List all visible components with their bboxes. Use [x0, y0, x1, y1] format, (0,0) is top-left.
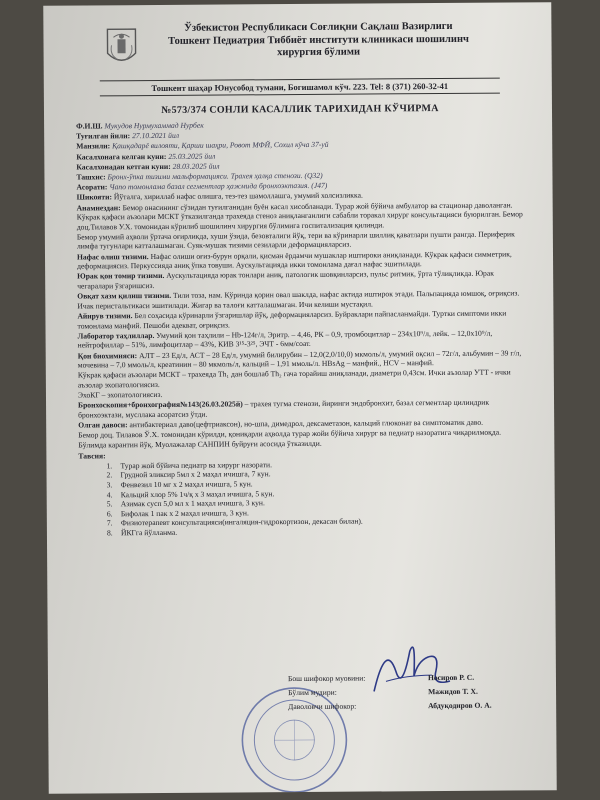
document-title: №573/374 СОНЛИ КАСАЛЛИК ТАРИХИДАН КЎЧИРМА [161, 103, 439, 116]
institute-address: Тошкент шаҳар Юнусобод тумани, Богишамол кўч. 223. Tel: 8 (371) 260-32-41 [151, 80, 449, 94]
biochem-paragraph: Қон биохимияси: АЛТ – 23 Ед/л, АСТ – 28 Ед/л, умумий билирубин – 12,0(2,0/10,0) мкмоль/л, умумий оқсил – 72г/л, альбумин – 39 г/л, мочевина – 7,0 ммоль/л, креатинин – 80 мкмоль/л, кальций – 1,91 ммоль/л. HBsAg – манфий., HCV – манфий. [77, 348, 522, 370]
address-row: Манзили: Қашқадарё вилояти, Қарши шаҳри, Ровот МФЙ, Сохил кўча 37-уй [76, 140, 329, 151]
general-status-paragraph: Бемор умумий аҳволи ўртача оғирликда, хуши ўзида, безовталиги йўқ, тери ва кўринарли шиллиқ қаватлари пушти рангда. Периферик лимфа тугунлари катталашмаган. Суяк-мушак тизими сезиларли деформацияларсиз. [76, 229, 515, 252]
document-body [76, 118, 527, 538]
list-item: 4. Кальций хлор 5% 1ч/қ х 3 маҳал ичишга, 5 кун. [106, 488, 275, 499]
list-item: 3. Фенвезил 10 мг х 2 маҳал ичишга, 5 кун. [106, 479, 253, 490]
list-item: 8. ЙКГга йўлланма. [106, 527, 178, 538]
anamnesis-paragraph: Анамнездан: Бемор онасининг сўзидан туғилганидан буён касал хисобланади. Турар жой бўйича амбулатор ва стационар даволанган. Кўкрак қафаси аъзолари МСКТ ўтказилганда трахеяда стеноз аниқланганлиги сабабли торакал хирург консультацияси буюрилган. Бемор доц.Тилавов У.Х. томонидан кўрилиб шошилинч хирургия бўлимига госпитализация қилинди. [76, 200, 523, 232]
institute-name: Тошкент Педиатрия Тиббиёт институти клиникаси шошилинч хирургия бўлими [168, 33, 469, 59]
document-page [43, 2, 556, 794]
digestive-paragraph: Овқат хазм қилиш тизими. Тили тоза, нам. Кўринда қорин овал шаклда, нафас актида иштирок этади. Пальпацияда юмшоқ, оғриқсиз. Ичак перистальтикаси эшитилади. Жигар ва талоғи катталашмаган. Ичи келиши мустақил. [77, 288, 520, 311]
recommendations-list [78, 458, 527, 538]
respiratory-paragraph: Нафас олиш тизими. Нафас олиши оғиз-бурун орқали, қисман ёрдамчи мушаклар иштироки аниқланади. Кўкрак қафаси симметрик, деформациясиз. Перкуссияда аниқ ўпка товуши. Аускультацияда икки томонлама дағал нафас эшитилади. [76, 249, 512, 271]
list-item: 2. Грудной эликсир 5мл х 2 маҳал ичишга, 7 кун. [106, 469, 271, 480]
admitted-row: Касалхонага келган куни: 25.03.2025 йил [76, 151, 216, 162]
admitted-value: 25.03.2025 йил [168, 151, 216, 161]
sanpin-paragraph: Бўлимда карантин йўқ. Муолажалар САНПИН буйруғи асосида ўтказилди. [78, 439, 322, 451]
urinary-paragraph: Айирув тизими. Бел соҳасида кўринарли ўзгаришлар йўқ, деформацияларсиз. Буйраклари пайпасланмайди. Туртки симптоми икки томонлама манфий. Пешоби адекват, оғриқсиз. [77, 308, 507, 331]
echo-paragraph: ЭхоКГ – эхопатологиясиз. [77, 390, 163, 400]
bronchoscopy-paragraph: Бронхоскопия+бронхография№143(26.03.2025й) – трахея тугма стенози, йиринги эндобронхит, базал сегментлар цилиндрик бронхоэктази, мусллака асоратсиз ўтди. [78, 397, 490, 420]
complaints-paragraph: Шикояти: Йўталга, хириллаб нафас олишга, тез-тез шамоллашга, умумий холсизликка. [76, 190, 363, 202]
attending-doctor-name: Абдуқодиров О. А. [428, 700, 492, 711]
discharged-value: 28.03.2025 йил [172, 161, 220, 171]
list-item: 1. Турар жой бўйича педиатр ва хирург назорати. [106, 460, 273, 471]
dob-row: Туғилган йили: 27.10.2021 йил [76, 131, 180, 141]
diagnosis-value: Бронх-ўпка тизими мальформацияси. Трахея ҳалқа стенози. (Q32) [107, 170, 323, 182]
ministry-emblem-icon [103, 25, 139, 69]
ministry-name: Ўзбекистон Республикаси Соғлиқни Сақлаш Вазирлиги [184, 20, 453, 34]
list-item: 5. Азимак суcп 5,0 мл х 1 маҳал ичишга, 3 кун. [106, 498, 265, 509]
discharged-row: Касалхонадан кетган куни: 28.03.2025 йил [76, 161, 220, 172]
attending-doctor-role: Даволовчи шифокор: [288, 701, 357, 712]
header-rule-bottom [100, 93, 500, 97]
list-item: 6. Бифолак 1 пак х 2 маҳал ичишга, 3 кун. [106, 508, 249, 519]
diagnosis-row: Ташхис: Бронх-ўпка тизими мальформацияси. Трахея ҳалқа стенози. (Q32) [76, 170, 323, 182]
discharge-paragraph: Бемор доц. Тилавов Ў.Х. томонидан кўрилди, қониқарли аҳволда турар жойи бўйича хирург ва педиатр назоратига чиқарилмоқда. [78, 427, 502, 440]
deputy-chief-name: Носиров Р. С. [427, 672, 475, 683]
lab-paragraph: Лаборатор таҳлиллар. Умумий қон таҳлили – Hb-124г/л, Эритр. – 4,46, РК – 0,9, тромбоцитлар – 234х10⁹/л, лейк. – 12,0х10⁹/л, нейтрофиллар – 51%, лимфоцитлар – 43%, КИВ 3¹⁵-3²⁵, ЭЧТ - 6мм/соат. [77, 328, 493, 350]
complication-value: Чапо томонлама базал сегментлар ҳажмида бронхоэктазия. (J47) [109, 180, 328, 192]
cardio-paragraph: Юрак қон томир тизими. Аускультацияда юрак тонлари аниқ, патологик шовқинларсиз, пульс ритмик, ўрта тўлиқликда. Юрак чегаралари ўзгаришсиз. [77, 269, 494, 291]
patient-name: Мукудов Нурмухаммад Нурбек [104, 120, 204, 131]
list-item: 7. Физиотерапевт консультацияси(ингаляция-гидрокортизон, декасан билан). [106, 516, 363, 528]
dob-value: 27.10.2021 йил [132, 131, 180, 141]
address-value: Қашқадарё вилояти, Қарши шаҳри, Ровот МФЙ, Сохил кўча 37-уй [112, 140, 329, 151]
signature-names [428, 670, 538, 713]
complication-row: Асорати: Чапо томонлама базал сегментлар ҳажмида бронхоэктазия. (J47) [76, 180, 328, 192]
deputy-chief-role: Бош шифокор муовини: [287, 673, 366, 684]
recommendations-heading: Тавсия: [78, 451, 106, 461]
department-head-role: Бўлим мудири: [288, 687, 337, 698]
department-head-name: Мажидов Т. Х. [428, 686, 478, 697]
treatment-paragraph: Олган давоси: антибактериал даво(цефтриаксон), но-шпа, димедрол, дексаметазон, кальций глюконат ва симптоматик даво. [78, 417, 484, 430]
patient-name-row: Ф.И.Ш. Мукудов Нурмухаммад Нурбек [76, 120, 204, 131]
mskt-paragraph: Кўкрак қафаси аъзолари МСКТ – трахеяда Th₁ дан бошлаб Th₂ гача торайиш аниқланади, диаметри 0,43см. Ички аъзолар УТТ - ички аъзолар эхопатологиясиз. [77, 367, 511, 390]
